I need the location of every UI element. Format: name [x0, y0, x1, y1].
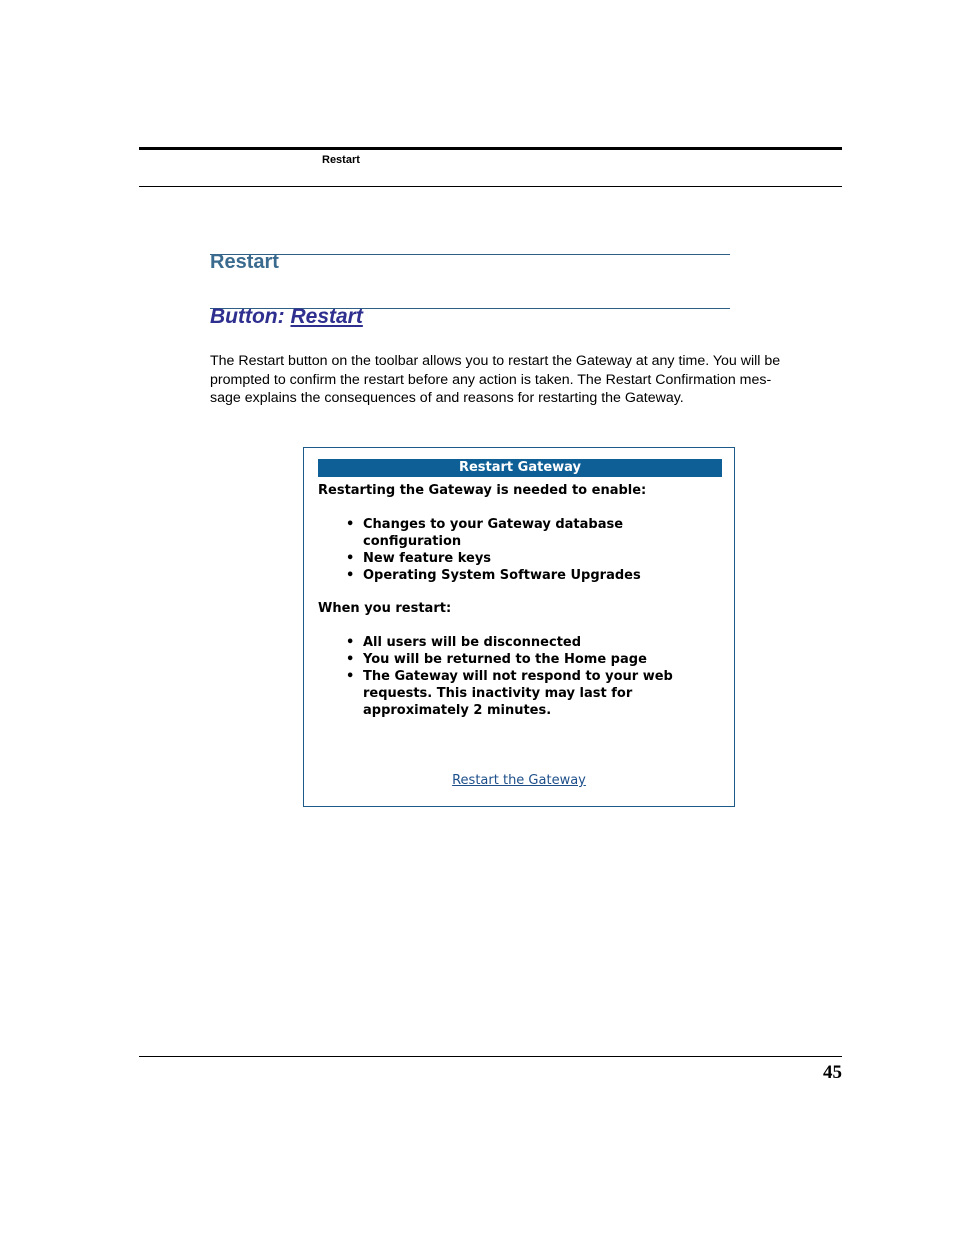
running-header: Restart: [322, 154, 360, 166]
restart-gateway-link[interactable]: Restart the Gateway: [452, 773, 586, 788]
body-line: The Restart button on the toolbar allows you to restart the Gateway at any time. You will be: [210, 353, 781, 369]
dialog-title: Restart Gateway: [318, 459, 722, 477]
list-item-continuation: configuration: [363, 534, 462, 549]
list-item: • Operating System Software Upgrades: [346, 567, 641, 584]
header-bottom-rule: [139, 186, 842, 187]
dialog-intro: Restarting the Gateway is needed to enable:: [318, 483, 647, 498]
enable-list: [346, 516, 641, 584]
list-item-continuation: approximately 2 minutes.: [363, 703, 552, 718]
button-heading-prefix: Button:: [210, 305, 291, 328]
section-rule: [210, 254, 730, 255]
list-item: • The Gateway will not respond to your web: [346, 668, 673, 685]
list-item: • You will be returned to the Home page: [346, 651, 673, 668]
body-line: sage explains the consequences of and reasons for restarting the Gateway.: [210, 390, 684, 406]
section-title: Restart: [210, 251, 279, 273]
when-heading: When you restart:: [318, 601, 452, 616]
body-paragraph: [210, 352, 830, 408]
restart-effects-list: [346, 634, 673, 719]
list-item: • Changes to your Gateway database: [346, 516, 641, 533]
footer-rule: [139, 1056, 842, 1057]
body-line: prompted to confirm the restart before any action is taken. The Restart Confirmation mes-: [210, 371, 772, 388]
list-item: • New feature keys: [346, 550, 641, 567]
restart-link[interactable]: Restart: [290, 305, 363, 328]
list-item-continuation: requests. This inactivity may last for: [363, 686, 633, 701]
list-item: • All users will be disconnected: [346, 634, 673, 651]
header-top-rule: [139, 147, 842, 150]
restart-dialog-screenshot: [303, 447, 735, 807]
page-number: 45: [823, 1062, 842, 1083]
button-heading: [210, 305, 363, 329]
